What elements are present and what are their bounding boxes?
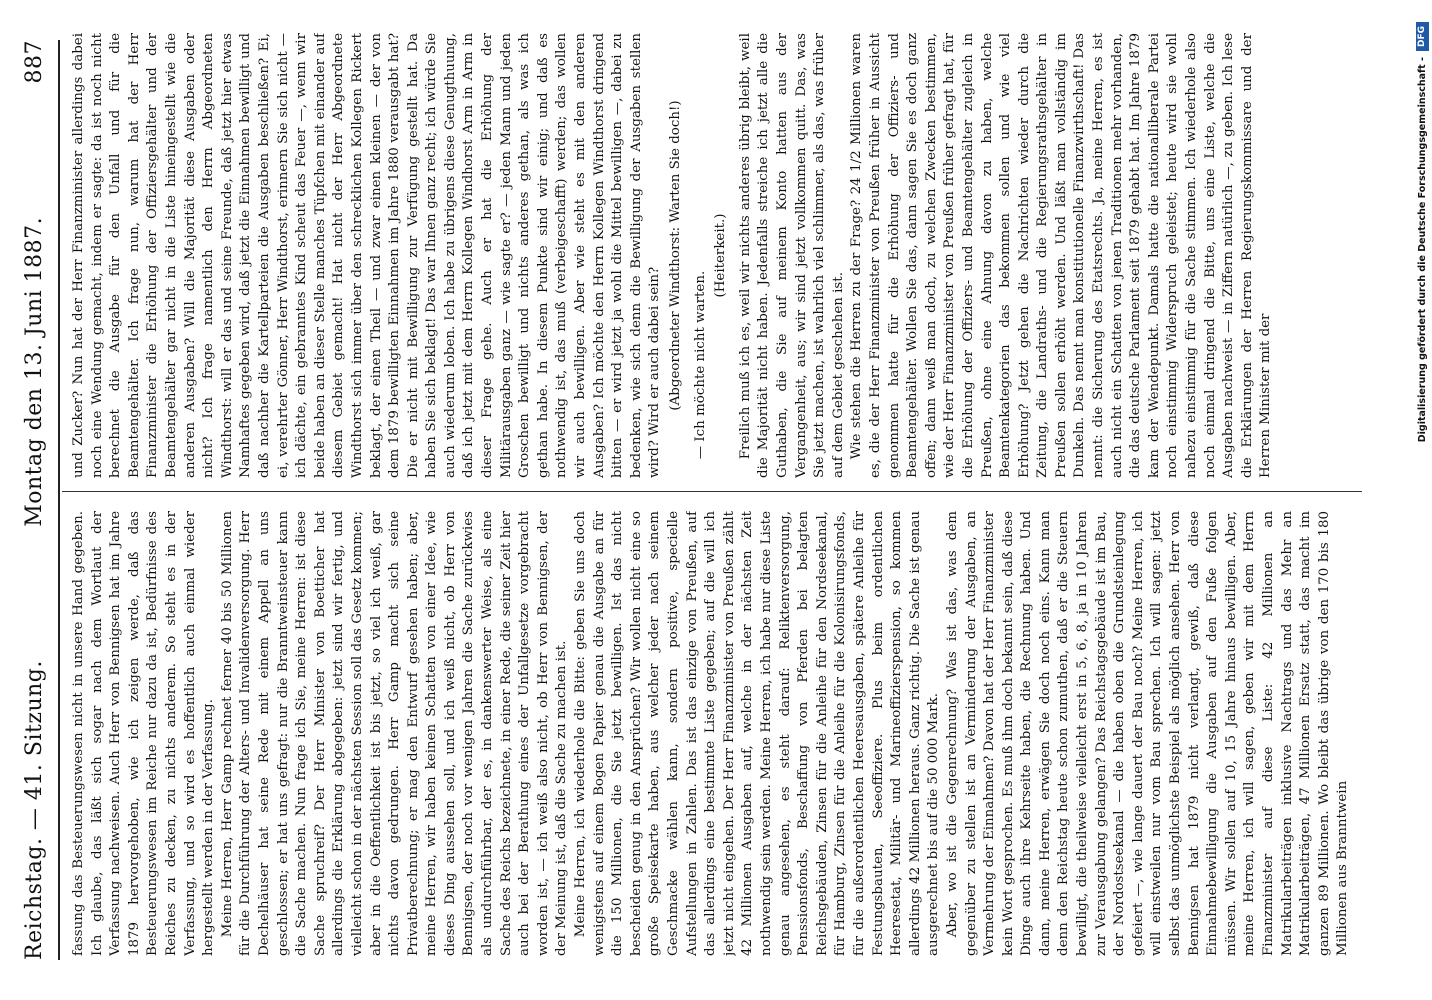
header-rule (58, 40, 60, 960)
header-session-title: Reichstag. — 41. Sitzung. (22, 660, 47, 960)
page-number: 887 (22, 40, 47, 84)
digitization-credit (1415, 22, 1430, 990)
stage-direction-interjection: (Abgeordneter Windthorst: Warten Sie doch!) (668, 100, 683, 411)
right-paragraph-2: — Ich möchte nicht warten. (692, 270, 708, 460)
left-paragraph-4: Aber, wo ist die Gegenrechnung? Was ist das, was dem gegenüber zu stellen ist an Verminderung der Ausgaben, an Vermehrung der Einnahmen? Davon hat der Herr Finanzminister kein Wort gesprochen. Es muß ihm doch bekannt sein, daß diese Dinge auch ihre Kehrseite haben, die Rechnung haben. Und dann, meine Herren, erwägen Sie doch noch eins. Kann man denn den Reichstag heute schon zumuthen, daß er die Steuern bewilligt, die theilweise vielleicht erst in 5, 6, 8, ja in 10 Jahren zur Verausgabung gelangen? Das Reichstagsgebäude ist im Bau, der Nordostseekanal — die haben oben die Grundsteinlegung gefeiert —, wie lange dauert der Bau noch? Meine Herren, ich will einstweilen nur vom Bau sprechen. Ich will sagen: jetzt selbst das unmöglichste Beispiel als möglich ansehen. Herr von Bennigsen hat 1879 nicht verlangt, gewiß, daß diese Einnahmebewilligung die Ausgaben auf den Fuße folgen müssen. Wir sollen auf 10, 15 Jahre hinaus bewilligen. Aber, meine Herren, ich will sagen, geben wir mit dem Herrn Finanzminister auf diese Liste: 42 Millionen an Matrikularbeiträgen inklusive Nachtrags und das Mehr an Matrikularbeiträgen, 47 Millionen Ersatz statt, das macht im ganzen 89 Millionen. Wo bleibt das übrige von den 170 bis 180 Millionen aus Branntwein (944, 511, 1351, 956)
right-paragraph-3: Freilich muß ich es, weil wir nichts anderes übrig bleibt, weil die Majorität nicht haben. Jedenfalls streiche ich jetzt alle die Guthaben, die Sie auf meinem Konto hatten aus der Vergangenheit, aus; wir sind jetzt vollkommen quitt. Das, was Sie jetzt machen, ist wahrlich viel schlimmer, als das, was früher auf dem Gebiet geschehen ist. (737, 33, 846, 478)
header-date: Montag den 13. Juni 1887. (22, 216, 47, 527)
page-header (22, 40, 62, 960)
column-divider (62, 491, 1362, 492)
credit-text: Digitalisierung gefördert durch die Deutsche Forschungsgemeinschaft - (1417, 57, 1428, 443)
right-column (70, 33, 1370, 478)
left-paragraph-3: Meine Herren, ich wiederhole die Bitte: geben Sie uns doch wenigstens auf einem Bogen Papier genau die Ausgabe an für die 150 Millionen, die Sie jetzt bewilligen. Ist das nicht bescheiden genug in den Ansprüchen? Wir wollen nicht eine so große Speisekarte haben, aus welcher jeder nach seinem Geschmacke wählen kann, sondern positive, specielle Aufstellungen in Zahlen. Das ist das einzige von Preußen, auf das allerdings eine bestimmte Liste gegeben; auf die will ich jetzt nicht eingehen. Der Herr Finanzminister von Preußen zählt 42 Millionen Ausgaben auf, welche in der nächsten Zeit nothwendig sein werden. Meine Herren, ich habe nur diese Liste genau angesehen, es steht darauf: Reliktenversorgung, Penssionsfonds, Beschaffung von Pferden bei belagten Reichsgebäuden, Zinsen für die Anleihe für den Nordseekanal, für Hamburg, Zinsen für die Anleihe für die Kolonisirungsfonds, für die außerordentlichen Heeresausgaben, spätere Anleihe für Festungsbauten, Seeoffiziere. Plus beim ordentlichen Heeresetat, Militär- und Marineoffizierspension, so kommen allerdings 42 Millionen heraus. Ganz richtig. Die Sache ist genau ausgerechnet bis auf die 50 000 Mark. (573, 511, 942, 956)
left-paragraph-1: fassung das Besteuerungswesen nicht in unsere Hand gegeben. Ich glaube, das läßt sich sogar nach dem Wortlaut der Verfassung nachweisen. Auch Herr von Bennigsen hat im Jahre 1879 hervorgehoben, wie ich zeigen werde, daß das Besteuerungswesen im Reiche nur dazu da ist, Bedürfnisse des Reiches zu decken, zu nichts anderem. So steht es in der Verfassung, und so wird es hoffentlich auch einmal wieder hergestellt werden in der Verfassung. (71, 511, 217, 956)
stage-direction-laughter: (Heiterkeit.) (713, 213, 729, 298)
dfg-logo: DFG (1416, 22, 1429, 51)
left-paragraph-2: Meine Herren, Herr Gamp rechnet ferner 40 bis 50 Millionen für die Durchführung der Alters- und Invalidenversorgung. Herr Dechelhäuser hat seine Rede mit einem Appell an uns geschlossen; er hat uns gefragt: nur die Branntweinsteuer kann die Sache machen. Nun frage ich Sie, meine Herren: ist diese Sache spruchreif? Der Herr Minister von Boetticher hat allerdings die Erklärung abgegeben: jetzt sind wir fertig, und vielleicht schon in der nächsten Session soll das Gesetz kommen; aber in die Oeffentlichkeit ist bis jetzt, so viel ich weiß, gar nichts davon gedrungen. Herr Gamp macht sich seine Privatberechnung; er mag den Entwurf gesehen haben; aber, meine Herren, wir haben keinen Schatten von einer Idee, wie dieses Ding aussehen soll, und ich weiß nicht, ob Herr von Bennigsen, der noch vor wenigen Jahren die Sache zurückwies als undurchführbar, der es, in dankenswerter Weise, als eine Sache des Reichs bezeichnete, in einer Rede, die seiner Zeit hier auch bei der Berathung eines der Unfallgesetze vorgebracht worden ist, — ich weiß also nicht, ob Herr von Bennigsen, der der Meinung ist, daß die Sache zu machen ist. (219, 511, 570, 956)
right-paragraph-4: Wie stehen die Herren zu der Frage? 24 1/2 Millionen waren es, die der Herr Finanzminister von Preußen früher in Aussicht genommen hatte für die Erhöhung der Offiziers- und Beamtengehälter. Wollen Sie das, dann sagen Sie es doch ganz offen; dann weiß man doch, zu welchen Zwecken bestimmen, wie der Herr Finanzminister von Preußen früher gefragt hat, für die Erhöhung der Offiziers- und Beamtengehälter zugleich in Preußen, ohne eine Ahnung davon zu haben, welche Beamtenkategorien das bekommen sollen und wie viel Erhöhung? Jetzt gehen die Nachrichten wieder durch die Zeitung, die Landraths- und die Regierungsrathsgehälter in Preußen sollen erhöht werden. Und läßt man vollständig im Dunkeln. Das nennt man konstitutionelle Finanzwirthschaft! Das nennt: die Sicherung des Etatsrechts. Ja, meine Herren, es ist auch nicht ein Schatten von jenen Traditionen mehr vorhanden, die das deutsche Parlament seit 1879 gehabt hat. Im Jahre 1879 kam der Wendepunkt. Damals hatte die nationalliberale Partei noch einstimmig Widerspruch geleistet; heute wird sie wohl nahezu einstimmig für die Sache stimmen. Ich wiederhole also noch einmal dringend die Bitte, uns eine Liste, welche die Ausgaben nachweist — in Ziffern natürlich —, zu geben. Ich lese die Erklärungen der Herren Regierungskommissare und der Herren Minister mit der (849, 33, 1274, 478)
right-paragraph-1: und Zucker? Nun hat der Herr Finanzminister allerdings dabei noch eine Wendung gemacht, indem er sagte: da ist noch nicht berechnet die Ausgabe für den Unfall und für die Beamtengehälter. Ich frage nun, warum hat der Herr Finanzminister die Erhöhung der Offiziersgehälter und der Beamtengehälter gar nicht in die Liste hineingestellt wie die anderen Ausgaben? Will die Majorität diese Ausgaben oder nicht? Ich frage namentlich den Herrn Abgeordneten Windthorst: will er das und seine Freunde, daß jetzt hier etwas Namhaftes gegeben wird, daß jetzt die Einnahmen bewilligt und daß nachher die Kartellparteien die Ausgaben beschließen? Ei, ei, verehrter Gönner, Herr Windthorst, erinnern Sie sich nicht — ich dächte, ein gebranntes Kind scheut das Feuer —, wenn wir beide haben an dieser Stelle manches Tüpfchen mit einander auf diesem Gebiet gemacht! Hat nicht der Herr Abgeordnete Windthorst sich immer über den schrecklichen Kollegen Rickert beklagt, der einen Theil — und zwar einen kleinen — der von dem 1879 bewilligten Einnahmen im Jahre 1880 verausgabt hat? Die er nicht mit Bewilligung zur Verfügung gestellt hat. Da haben Sie sich beklagt! Das war Ihnen ganz recht; ich würde Sie auch wiederum loben. Ich habe zu übrigens diese Genugthuung, daß ich jetzt mit dem Herrn Kollegen Windhorst Arm in Arm in dieser Frage gehe. Auch er hat die Erhöhung der Militärausgaben ganz — wie sagte er? — jeden Mann und jeden Groschen bewilligt und nichts anderes gethan, als was ich gethan habe. In diesem Punkte sind wir einig; und daß es nothwendig ist, das muß (verbeigeschafft) werden; das wollen wir auch bewilligen. Aber wie steht es mit den anderen Ausgaben? Ich möchte den Herrn Kollegen Windthorst dringend bitten — er wird jetzt ja wohl die Mittel bewilligen —, dabei zu bedenken, wie sich denn die Bewilligung der Ausgaben stellen wird? Wird er auch dabei sein? (71, 33, 663, 478)
left-column (70, 511, 1370, 956)
